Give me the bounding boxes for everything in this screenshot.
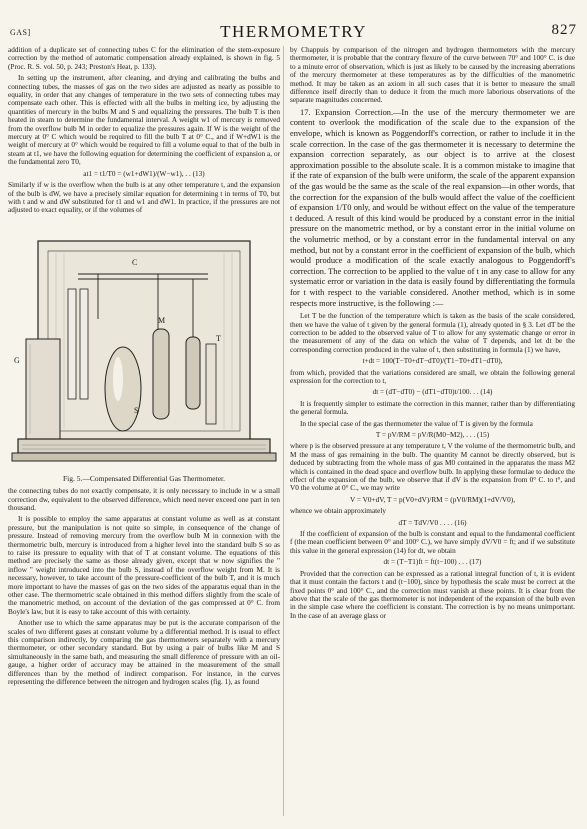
page-number: 827 <box>551 22 577 38</box>
column-divider <box>283 46 284 816</box>
paragraph: If the coefficient of expansion of the bulb is constant and equal to the fundamental coefficient f (the mean coefficient between 0° and 100° C.), we have simply dV/V0 = ft; and if we substitute this value in the general expression (14) for dt, we obtain <box>290 530 575 555</box>
page-title: THERMOMETRY <box>220 22 367 41</box>
paragraph: Another use to which the same apparatus may be put is the accurate comparison of the scales of two different gases at constant volume by a differential method. It is usual to effect this comparison indirectly, by comparing the gas thermometers separately with a mercury thermometer, or other secondary standard. But by using a pair of bulbs like M and S simultaneously in the same bath, and measuring the small difference of pressure with an oil-gauge, a higher order of accuracy may be attained in the measurement of the small differences than by the method of indirect comparison. For instance, in the curves representing the difference between the nitrogen and hydrogen scales (fig. 1), as found <box>8 619 280 687</box>
right-column <box>290 46 575 623</box>
paragraph: It is frequently simpler to estimate the correction in this manner, rather than by differentiating the general formula. <box>290 399 575 417</box>
figure-caption: Fig. 5.—Compensated Differential Gas Thermometer. <box>63 473 225 483</box>
apparatus-illustration <box>8 219 280 473</box>
paragraph: the connecting tubes do not exactly compensate, it is only necessary to include in w a small correction dw, equivalent to the observed difference, which need never exceed one part in ten thousand. <box>8 487 280 512</box>
equation: t+dt = 100(T−T0+dT−dT0)/(T1−T0+dT1−dT0), <box>362 357 503 366</box>
paragraph: In setting up the instrument, after cleaning, and drying and calibrating the bulbs and connecting tubes, the masses of gas on the two sides are adjusted as nearly as possible to equality, in order that any changes of temperature in the two sets of connecting tubes may compensate each other. This is effected with all the bulbs in melting ice, by adjusting the quantities of mercury in the bulbs M and S and equalizing the pressures. The bulb T is then heated in steam to determine the fundamental interval. A weight w1 of mercury is removed from the overflow bulb M in order to equalize the pressures again. If W is the weight of the mercury at 0° C which would be required to fill the bulb T at 0° C., and if W+dW1 is the weight of mercury at 0° which would be required to fill a volume equal to that of the bulb in steam at t1, we have the following equation for determining the coefficient of expansion a, or the fundamental zero T0, <box>8 74 280 167</box>
paragraph: Similarly if w is the overflow when the bulb is at any other temperature t, and the expansion of the bulb is dW, we have a precisely similar equation for determining t in terms of T0, but with t and w and dW substituted for t1 and w1 and dW1. In practice, if the pressures are not adjusted to exact equality, or if the volumes of <box>8 181 280 215</box>
paragraph: In the special case of the gas thermometer the value of T is given by the formula <box>300 419 533 428</box>
left-column <box>8 46 280 689</box>
page-header <box>10 22 577 42</box>
figure-label-T: T <box>216 333 221 343</box>
paragraph: Provided that the correction can be expressed as a rational integral function of t, it is evident that it must contain the factors t and (t−100), since by hypothesis the scale must be correct at the fixed points 0° and 100° C., and the correction must vanish at these points. It is clear from the above that the scale of the gas thermometer is not independent of the expansion of the bulb even in the simple case where the coefficient is constant. The correction is by no means unimportant. In the case of an average glass or <box>290 569 575 620</box>
equation-14: dt = (dT−dT0) − (dT1−dT0)t/100. . . (14) <box>372 388 493 397</box>
figure-label-C: C <box>132 257 138 267</box>
equation: V = V0+dV, T = p(V0+dV)/RM = (pV0/RM)(1+dV/V0), <box>349 495 516 504</box>
paragraph: whence we obtain approximately <box>290 507 387 516</box>
equation-15: T = pV/RM = pV/R(M0−M2), . . . (15) <box>375 431 490 439</box>
equation-17: dt = (T−T1)ft = ft(t−100) . . . (17) <box>383 558 482 567</box>
section-label: GAS] <box>10 28 31 37</box>
paragraph: by Chappuis by comparison of the nitrogen and hydrogen thermometers with the mercury thermometer, it is probable that the contrary flexure of the curve between 70° and 100° C. is due to a minute error of observation, which is just as likely to be caused by the increasing aberrations of the mercury thermometer at these temperatures as by the difficulties of the manometric method. It may be taken as an axiom in all such cases that it is better to measure the small difference itself directly than to deduce it from the much more laborious observations of the separate magnitudes concerned. <box>290 46 575 105</box>
figure-5 <box>8 219 280 473</box>
paragraph: Let T be the function of the temperature which is taken as the basis of the scale considered, then we have the value of t given by the general formula (1), already quoted in § 3. Let dT be the correction to be added to the observed value of T to allow for any systematic change or error in the measurement of any of the data on which the value of T depends, and let dt be the corresponding correction produced in the value of t, then substituting in formula (1) we have, <box>290 312 575 354</box>
figure-label-G: G <box>14 355 20 365</box>
figure-label-S: S <box>134 405 139 415</box>
paragraph: addition of a duplicate set of connecting tubes C for the elimination of the stem-exposure correction by the method of automatic compensation already explained, is shown in fig. 5 (Proc. R. S. vol. 50, p. 243; Preston's Heat, p. 133). <box>8 46 280 71</box>
paragraph: from which, provided that the variations considered are small, we obtain the following general expression for the correction to t, <box>290 368 575 385</box>
equation-13: at1 = t1/T0 = (w1+dW1)/(W−w1), . . (13) <box>83 169 205 178</box>
section-17-paragraph: 17. Expansion Correction.—In the use of the mercury thermometer we are content to overlook the modification of the scale due to the expansion of the envelope, which is known as Poggendorff's correction, or rather to include it in the scale correction. In the case of the gas thermometer it is necessary to determine the expansion correction separately, as our object is to arrive at the closest approximation possible to the absolute scale. It is a common mistake to imagine that if the rate of expansion of the bulb were uniform, the scale of the apparent expansion of the gas would be the same as the scale of the real expansion—in other words, that the correction for the expansion of the bulb would affect the value of the coefficient of expansion 1/T0 only, and would be without effect on the value of the temperature t deduced. A result of this kind would be produced by a constant error in the initial pressure on the manometric method, or by a constant error in the initial volume on the volumetric method, or by a constant error in the fundamental interval on any method, but not by a constant error in the coefficient of expansion of the bulb, which would produce a modification of the scale exactly analogous to Poggendorff's correction. The correction to be applied to the value of t in any case to allow for any systematic error or variation in the data is easily found by differentiating the formula for t with respect to the variable considered. Another method, which is in some respects more instructive, is the following :— <box>290 107 575 308</box>
paragraph: where p is the observed pressure at any temperature t, V the volume of the thermometric bulb, and M the mass of gas remaining in the bulb. The quantity M cannot be directly observed, but is deduced by subtracting from the whole mass of gas M0 contained in the apparatus the mass M2 which is contained in the dead space and overflow bulb. In applying these formulae to deduce the effect of the expansion of the bulb, we observe that if dV is the expansion from 0° C. to t°, and V0 the volume at 0° C., we may write <box>290 442 576 493</box>
paragraph: It is possible to employ the same apparatus at constant volume as well as at constant pressure, but the manipulation is not quite so simple, in consequence of the change of pressure. Instead of removing mercury from the overflow bulb M in connexion with the thermometric bulb, mercury is introduced from a higher level into the standard bulb S so as to raise its pressure to equality with that of T at constant volume. The equations of this method are precisely the same as those already given, except that w now signifies the " inflow " weight introduced into the bulb S, instead of the overflow weight from M. It is necessary, however, to take account of the pressure-coefficient of the bulb T, and it is much more important to have the masses of gas on the two sides of the apparatus equal than in the other case. The thermometric scale obtained in this method differs slightly from the scale of the manometric method, on account of the deviation of the gas compressed at 0° C. from Boyle's law, but it is easy to take account of this with certainty. <box>8 515 280 616</box>
figure-label-M: M <box>158 315 166 325</box>
equation-16: dT = TdV/V0 . . . . (16) <box>398 518 467 527</box>
